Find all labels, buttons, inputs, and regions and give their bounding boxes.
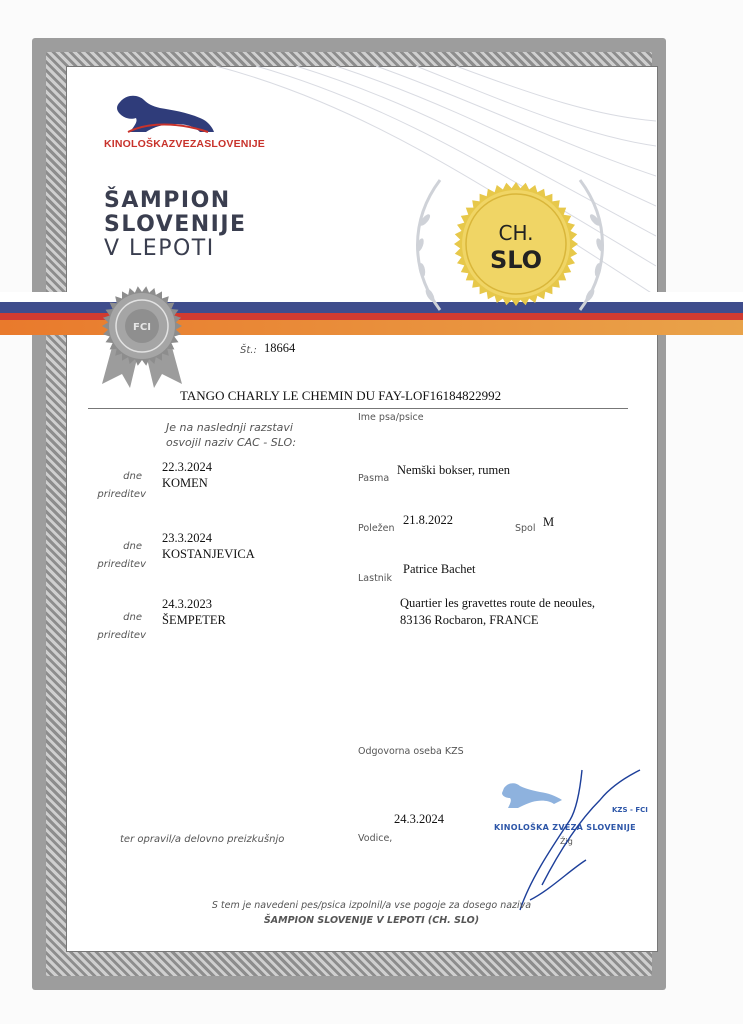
issue-date: 24.3.2024 bbox=[394, 812, 444, 826]
title-line-2: SLOVENIJE bbox=[104, 212, 247, 237]
gold-seal-line-2: SLO bbox=[489, 246, 543, 274]
work-test-note: ter opravil/a delovno preizkušnjo bbox=[120, 834, 285, 845]
stamp-mark: Žig bbox=[560, 837, 573, 846]
footer-line-2: ŠAMPION SLOVENIJE V LEPOTI (CH. SLO) bbox=[263, 915, 480, 926]
dog-logo-icon bbox=[108, 92, 218, 136]
title-line-1: ŠAMPION bbox=[104, 188, 231, 213]
signature-icon bbox=[520, 770, 640, 910]
show-2-date-label: dne bbox=[123, 541, 142, 552]
sex-label: Spol bbox=[515, 523, 536, 534]
owner-address-line-2: 83136 Rocbaron, FRANCE bbox=[400, 613, 539, 627]
dog-name: TANGO CHARLY LE CHEMIN DU FAY-LOF16184822992 bbox=[180, 388, 502, 403]
certificate-number: 18664 bbox=[264, 341, 296, 355]
show-1-date: 22.3.2024 bbox=[162, 460, 212, 474]
breed-label: Pasma bbox=[358, 473, 390, 484]
show-3-date: 24.3.2023 bbox=[162, 597, 212, 611]
show-1-date-label: dne bbox=[123, 471, 142, 482]
born-label: Poležen bbox=[358, 523, 395, 534]
certificate-number-label: Št.: bbox=[240, 345, 257, 356]
stamp-line-2: KINOLOŠKA ZVEZA SLOVENIJE bbox=[494, 823, 636, 832]
organization-name: KINOLOŠKAZVEZASLOVENIJE bbox=[104, 138, 265, 150]
fci-seal-label: FCI bbox=[133, 322, 151, 333]
show-1-place-label: prireditev bbox=[97, 489, 146, 500]
owner-name: Patrice Bachet bbox=[403, 562, 476, 576]
show-2-place: KOSTANJEVICA bbox=[162, 547, 255, 561]
kzs-stamp bbox=[490, 760, 660, 920]
responsible-label: Odgovorna oseba KZS bbox=[358, 746, 464, 757]
shows-intro-line-2: osvojil naziv CAC - SLO: bbox=[166, 436, 297, 449]
gold-seal-icon bbox=[452, 180, 580, 308]
born-date: 21.8.2022 bbox=[403, 513, 453, 527]
dog-name-label: Ime psa/psice bbox=[358, 412, 424, 423]
name-underline bbox=[88, 408, 628, 409]
fci-seal-icon bbox=[96, 280, 188, 390]
owner-label: Lastnik bbox=[358, 573, 392, 584]
shows-intro-line-1: Je na naslednji razstavi bbox=[166, 421, 293, 434]
show-1-place: KOMEN bbox=[162, 476, 208, 490]
place-label: Vodice, bbox=[358, 833, 393, 844]
owner-address-line-1: Quartier les gravettes route de neoules, bbox=[400, 596, 596, 610]
sex: M bbox=[543, 515, 555, 529]
show-3-date-label: dne bbox=[123, 612, 142, 623]
breed: Nemški bokser, rumen bbox=[397, 463, 511, 477]
show-3-place: ŠEMPETER bbox=[162, 613, 226, 627]
show-3-place-label: prireditev bbox=[97, 630, 146, 641]
footer-line-1: S tem je navedeni pes/psica izpolnil/a vse pogoje za dosego naziva bbox=[211, 900, 532, 911]
title-line-3: V LEPOTI bbox=[104, 236, 215, 261]
show-2-date: 23.3.2024 bbox=[162, 531, 212, 545]
stamp-line-1: KZS - FCI bbox=[612, 806, 648, 814]
show-2-place-label: prireditev bbox=[97, 559, 146, 570]
gold-seal-line-1: CH. bbox=[498, 221, 534, 245]
